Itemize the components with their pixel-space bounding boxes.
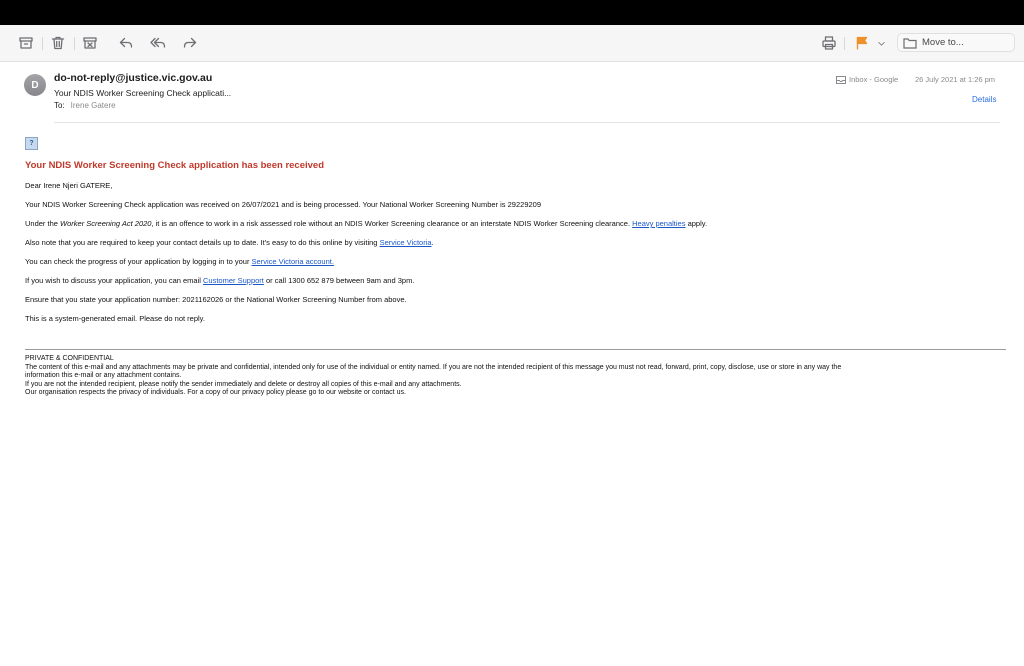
- footer-line: The content of this e-mail and any attachments may be private and confidential, intended only for use of the individual or entity named. If you are not the intended recipient of this message you must not read, forward, print, copy, disclose, use or store in any way the: [25, 363, 842, 371]
- broken-image-icon: ?: [25, 137, 38, 150]
- mail-toolbar: [0, 25, 1024, 62]
- mailbox-name: Inbox - Google: [849, 75, 899, 84]
- toolbar-divider: [42, 37, 43, 50]
- greeting: Dear Irene Njeri GATERE,: [25, 181, 113, 190]
- text: , it is an offence to work in a risk assessed role without an NDIS Worker Screening clearance or an interstate NDIS Worker Screening clearance.: [151, 219, 633, 228]
- toolbar-divider: [844, 37, 845, 50]
- chevron-down-icon[interactable]: [874, 34, 888, 52]
- heavy-penalties-link[interactable]: Heavy penalties: [632, 219, 686, 228]
- text: If you wish to discuss your application, you can email: [25, 276, 204, 285]
- email-heading: Your NDIS Worker Screening Check application has been received: [25, 160, 324, 171]
- message-body: [25, 137, 1005, 323]
- junk-icon[interactable]: [80, 34, 100, 52]
- text: apply.: [685, 219, 708, 228]
- inbox-icon: [836, 76, 846, 84]
- text: You can check the progress of your application by logging in to your: [25, 257, 252, 266]
- footer-line: Our organisation respects the privacy of individuals. For a copy of our privacy policy please go to our website or contact us.: [25, 389, 406, 397]
- confidentiality-footer: [25, 355, 1005, 398]
- paragraph-contact-details: [25, 238, 1005, 247]
- footer-title: PRIVATE & CONFIDENTIAL: [25, 355, 114, 362]
- trash-icon[interactable]: [48, 34, 68, 52]
- customer-support-link[interactable]: Customer Support: [203, 276, 264, 285]
- service-victoria-link[interactable]: Service Victoria: [379, 238, 432, 247]
- details-link[interactable]: Details: [972, 95, 997, 104]
- to-label: To:: [54, 101, 65, 110]
- move-to-button[interactable]: [897, 33, 1015, 52]
- forward-icon[interactable]: [180, 34, 200, 52]
- footer-line: If you are not the intended recipient, please notify the sender immediately and delete or destroy all copies of this e-mail and any attachments.: [25, 380, 462, 388]
- move-to-label: Move to...: [922, 37, 964, 48]
- paragraph-received: Your NDIS Worker Screening Check application was received on 26/07/2021 and is being processed. Your National Worker Screening Number is 29229209: [25, 200, 541, 209]
- text: Under the: [25, 219, 61, 228]
- paragraph-application-number: Ensure that you state your application number: 2021162026 or the National Worker Screening Number from above.: [25, 295, 407, 304]
- text: or call 1300 652 879 between 9am and 3pm.: [263, 276, 415, 285]
- folder-icon: [903, 37, 917, 49]
- toolbar-divider: [74, 37, 75, 50]
- service-victoria-account-link[interactable]: Service Victoria account.: [251, 257, 334, 266]
- archive-icon[interactable]: [16, 34, 36, 52]
- paragraph-support: [25, 276, 1005, 285]
- recipient-name[interactable]: Irene Gatere: [70, 101, 116, 110]
- footer-line: information this e-mail or any attachment contains.: [25, 372, 182, 380]
- avatar: D: [24, 74, 46, 96]
- act-name: Worker Screening Act 2020: [60, 219, 152, 228]
- paragraph-offence: [25, 219, 1005, 228]
- reply-icon[interactable]: [116, 34, 136, 52]
- text: Also note that you are required to keep your contact details up to date. It's easy to do this online by visiting: [25, 238, 380, 247]
- text: .: [431, 238, 434, 247]
- message-header: [0, 62, 1024, 122]
- paragraph-progress: [25, 257, 1005, 266]
- message-date: 26 July 2021 at 1:26 pm: [915, 75, 996, 84]
- mailbox-label: [836, 75, 898, 84]
- recipient-row: [54, 101, 116, 110]
- print-icon[interactable]: [819, 34, 839, 52]
- reply-all-icon[interactable]: [148, 34, 168, 52]
- top-bar: [0, 0, 1024, 25]
- paragraph-no-reply: This is a system-generated email. Please do not reply.: [25, 314, 205, 323]
- footer-divider: [25, 349, 1006, 350]
- message-subject: Your NDIS Worker Screening Check applicati...: [54, 88, 232, 98]
- header-divider: [54, 122, 1000, 123]
- flag-icon[interactable]: [852, 34, 872, 52]
- sender-address[interactable]: do-not-reply@justice.vic.gov.au: [54, 72, 213, 84]
